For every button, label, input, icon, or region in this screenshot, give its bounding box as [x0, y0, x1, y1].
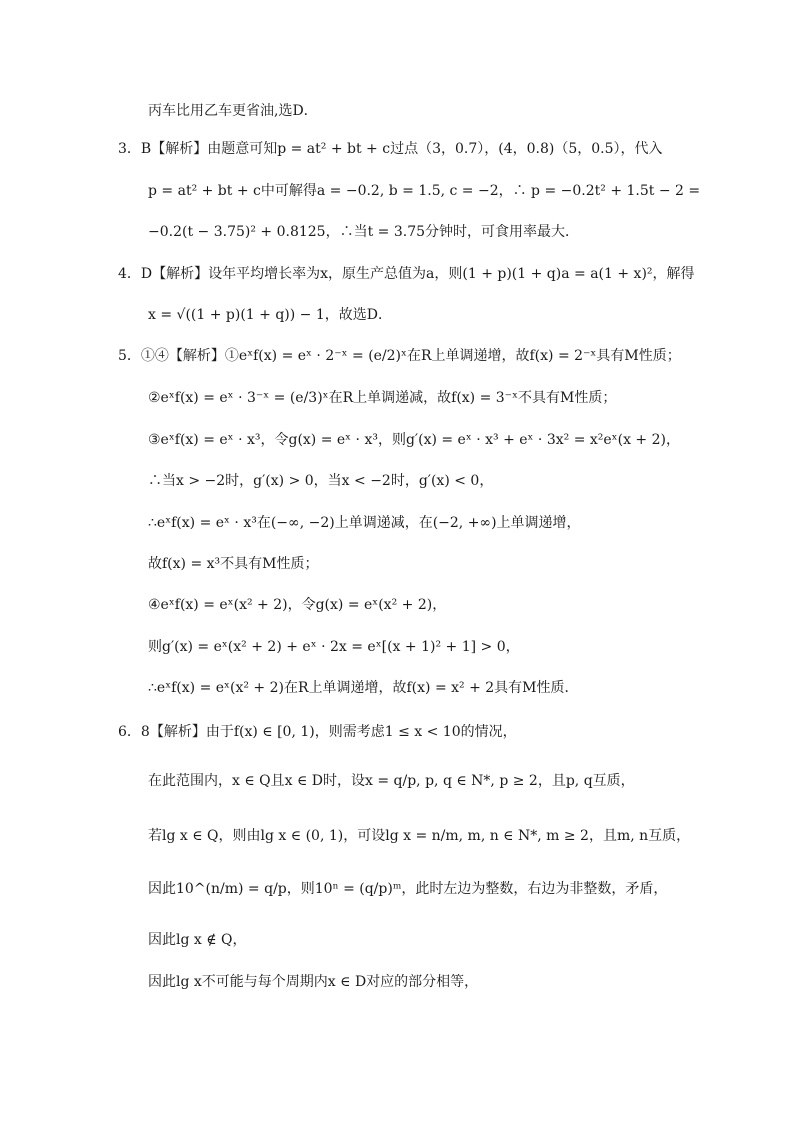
text-line-8: ②eˣf(x) = eˣ · 3⁻ˣ = (e/3)ˣ在R上单调递减，故f(x) = 3⁻ˣ不具有M性质； [148, 390, 617, 406]
text-line-14: 则g′(x) = eˣ(x² + 2) + eˣ · 2x = eˣ[(x + 1)² + 1] > 0， [148, 639, 520, 655]
text-line-3: p = at² + bt + c中可解得a = −0.2, b = 1.5, c = −2，∴ p = −0.2t² + 1.5t − 2 = [148, 183, 701, 199]
text-line-11: ∴eˣf(x) = eˣ · x³在(−∞, −2)上单调递减，在(−2, +∞)上单调递增， [148, 515, 581, 531]
text-line-4: −0.2(t − 3.75)² + 0.8125，∴当t = 3.75分钟时，可食用率最大． [148, 224, 580, 240]
text-line-7: 5．①④【解析】①eˣf(x) = eˣ · 2⁻ˣ = (e/2)ˣ在R上单调递增，故f(x) = 2⁻ˣ具有M性质； [118, 348, 681, 364]
text-line-20: 因此lg x ∉ Q， [148, 932, 247, 948]
text-line-1: 丙车比用乙车更省油,选D． [148, 103, 318, 119]
text-line-10: ∴当x > −2时，g′(x) > 0，当x < −2时，g′(x) < 0， [148, 473, 494, 489]
text-line-2: 3．B【解析】由题意可知p = at² + bt + c过点（3，0.7），(4，0.8)（5，0.5），代入 [118, 141, 663, 157]
text-line-9: ③eˣf(x) = eˣ · x³，令g(x) = eˣ · x³，则g′(x) = eˣ · x³ + eˣ · 3x² = x²eˣ(x + 2)， [148, 432, 680, 448]
text-line-6: x = √((1 + p)(1 + q)) − 1，故选D． [148, 307, 392, 323]
text-line-21: 因此lg x不可能与每个周期内x ∈ D对应的部分相等， [148, 974, 479, 990]
text-line-5: 4．D【解析】设年平均增长率为x，原生产总值为a，则(1 + p)(1 + q)a = a(1 + x)²，解得 [118, 266, 695, 282]
text-line-18: 若lg x ∈ Q，则由lg x ∈ (0, 1)，可设lg x = n/m, m, n ∈ N*, m ≥ 2，且m, n互质， [148, 828, 691, 844]
text-line-12: 故f(x) = x³不具有M性质； [148, 556, 319, 572]
text-line-13: ④eˣf(x) = eˣ(x² + 2)，令g(x) = eˣ(x² + 2)， [148, 597, 447, 613]
text-line-17: 在此范围内，x ∈ Q且x ∈ D时，设x = q/p, p, q ∈ N*, p ≥ 2，且p, q互质， [148, 773, 635, 789]
text-line-15: ∴eˣf(x) = eˣ(x² + 2)在R上单调递增，故f(x) = x² + 2具有M性质． [148, 680, 579, 696]
text-line-19: 因此10^(n/m) = q/p，则10ⁿ = (q/p)ᵐ，此时左边为整数，右边为非整数，矛盾， [148, 881, 668, 897]
text-line-16: 6．8【解析】由于f(x) ∈ [0, 1)，则需考虑1 ≤ x < 10的情况， [118, 724, 517, 740]
